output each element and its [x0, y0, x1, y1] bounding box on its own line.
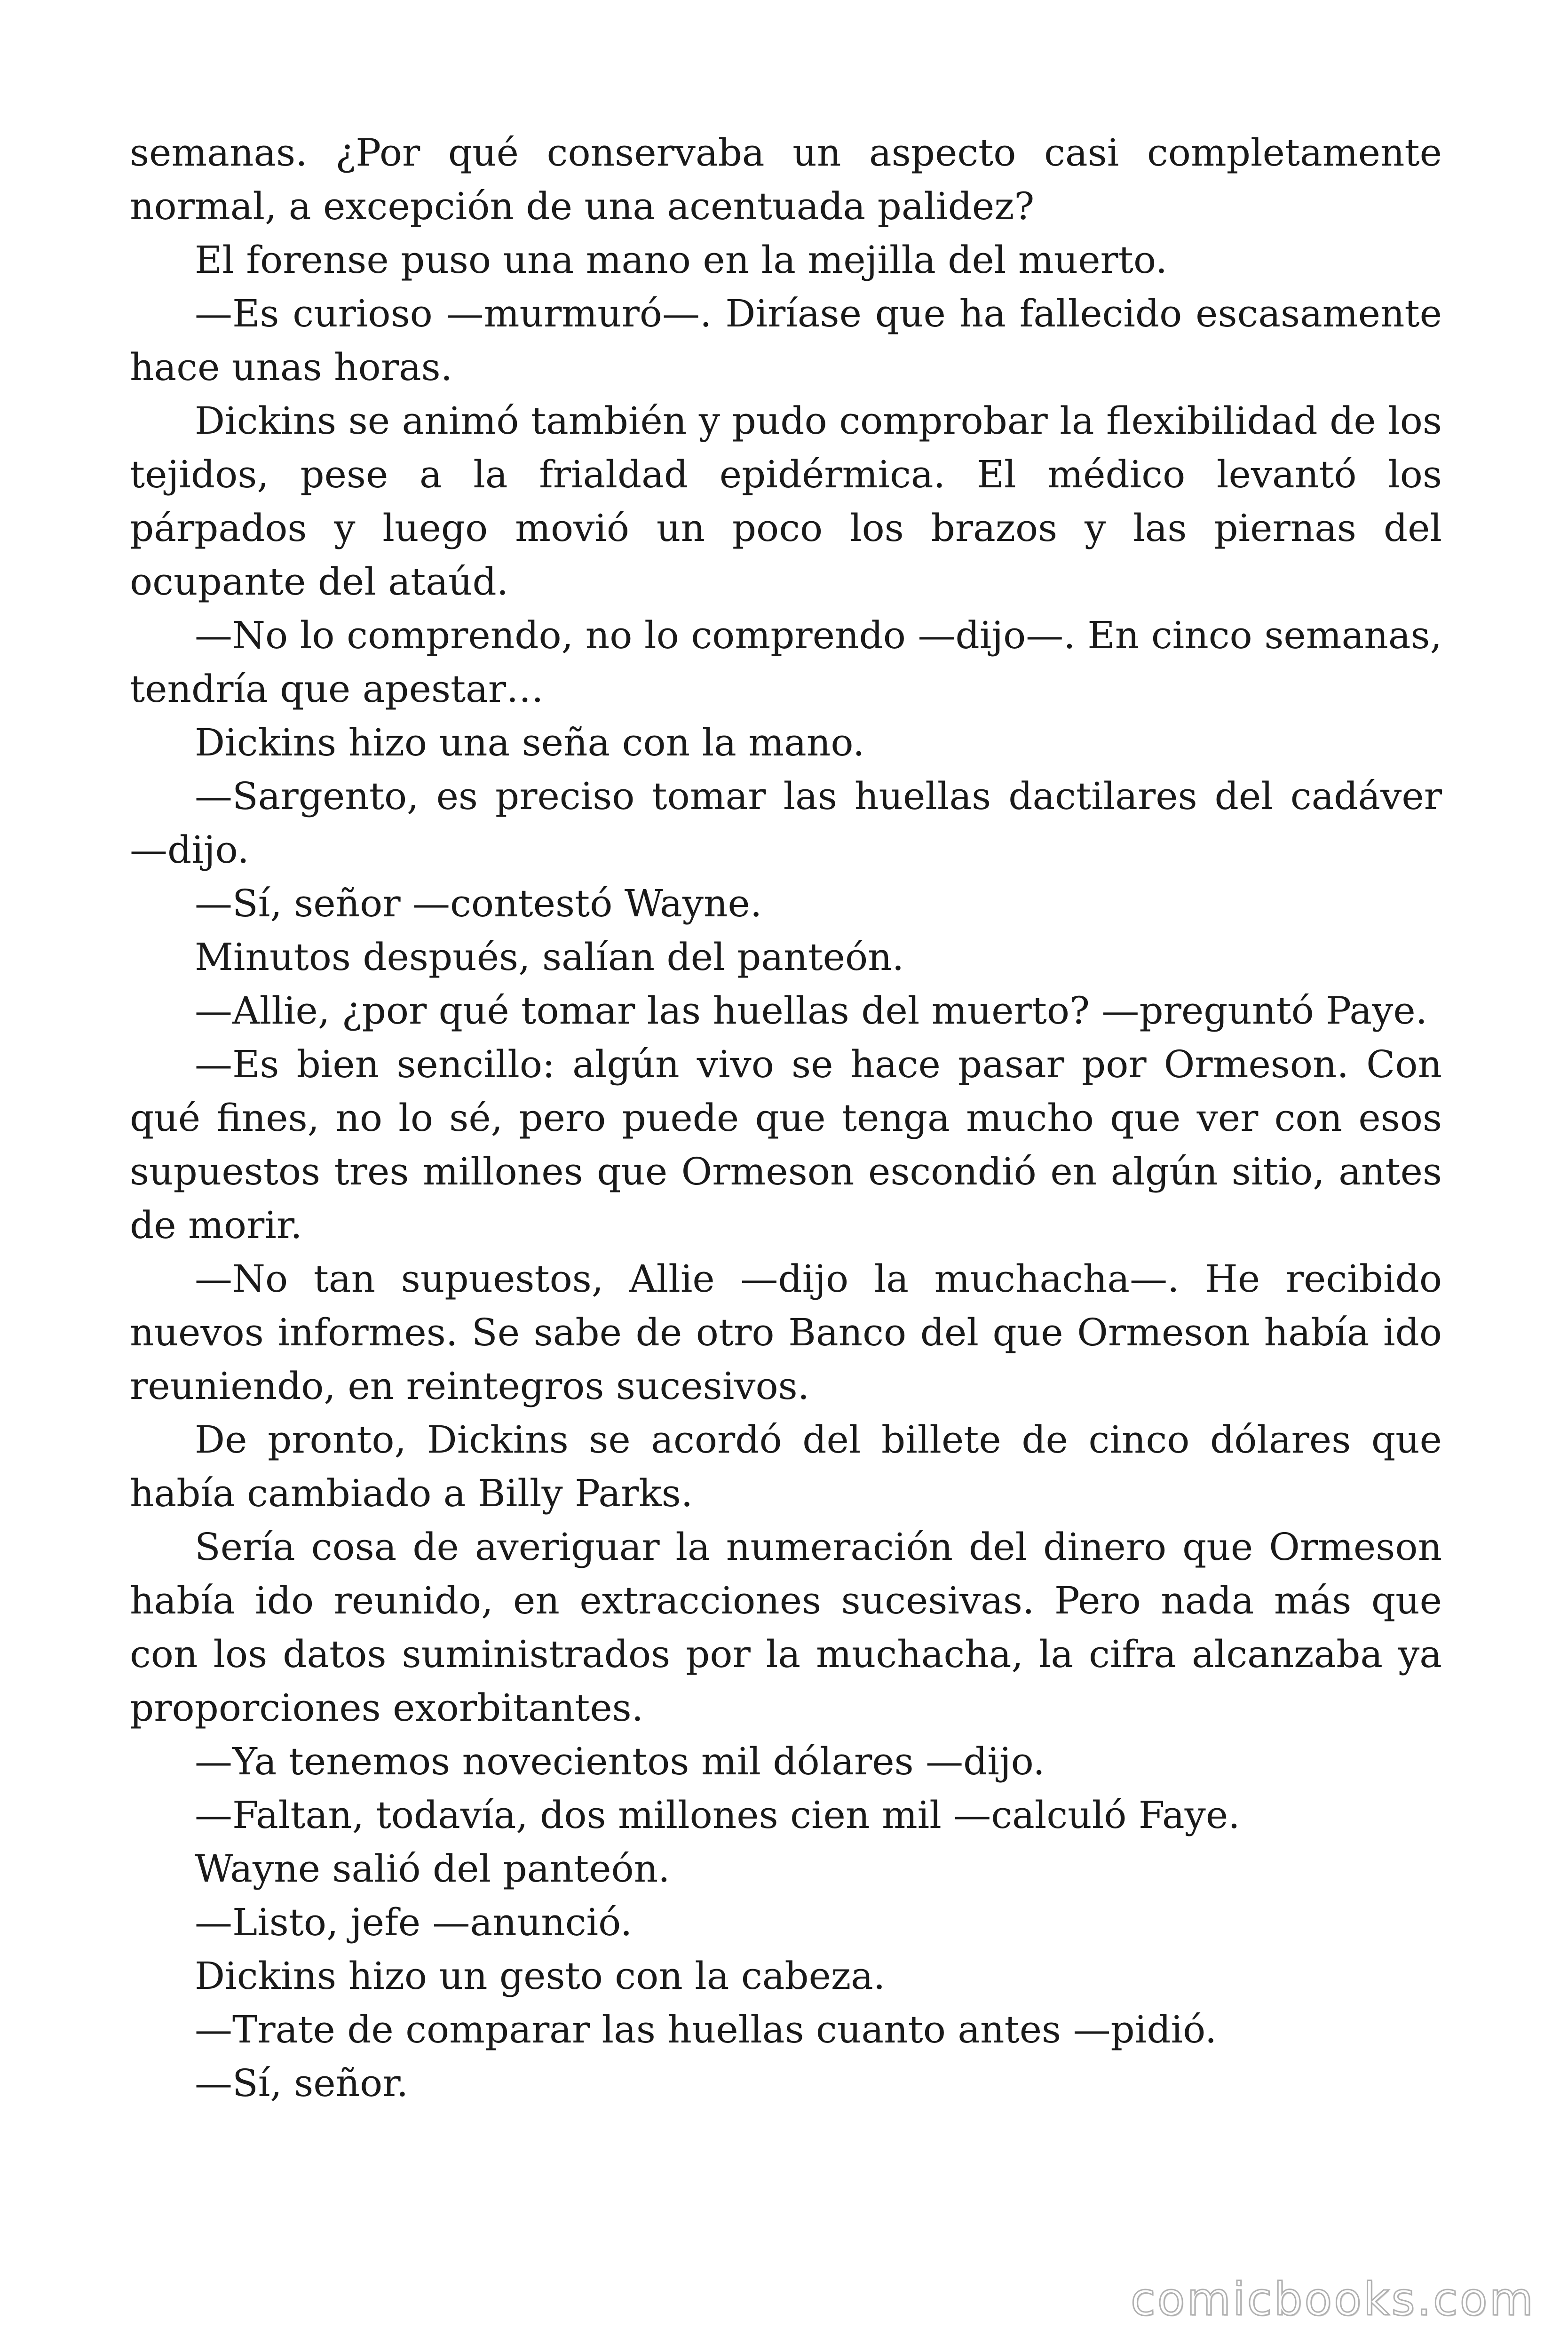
paragraph-11: —Es bien sencillo: algún vivo se hace pasar por Ormeson. Con qué fines, no lo sé, pero puede que tenga mucho que ver con esos supuestos tres millones que Ormeson escondió en algún sitio, antes de morir. [130, 1042, 1442, 1247]
page-text [130, 126, 1442, 2110]
paragraph-18: —Listo, jefe —anunció. [195, 1900, 633, 1944]
paragraph-2: El forense puso una mano en la mejilla del muerto. [195, 238, 1168, 282]
paragraph-19: Dickins hizo un gesto con la cabeza. [195, 1954, 886, 1998]
paragraph-12: —No tan supuestos, Allie —dijo la muchacha—. He recibido nuevos informes. Se sabe de otro Banco del que Ormeson había ido reuniendo, en reintegros sucesivos. [130, 1257, 1442, 1408]
paragraph-20: —Trate de comparar las huellas cuanto antes —pidió. [195, 2008, 1217, 2051]
paragraph-6: Dickins hizo una seña con la mano. [195, 721, 865, 764]
paragraph-5: —No lo comprendo, no lo comprendo —dijo—. En cinco semanas, tendría que apestar… [130, 613, 1442, 711]
paragraph-7: —Sargento, es preciso tomar las huellas dactilares del cadáver —dijo. [130, 774, 1442, 872]
paragraph-14: Sería cosa de averiguar la numeración del dinero que Ormeson había ido reunido, en extracciones sucesivas. Pero nada más que con los datos suministrados por la muchacha, la cifra alcanzaba ya proporciones exorbitantes. [130, 1525, 1442, 1730]
paragraph-1: semanas. ¿Por qué conservaba un aspecto casi completamente normal, a excepción de una acentuada palidez? [130, 131, 1442, 228]
paragraph-10: —Allie, ¿por qué tomar las huellas del muerto? —preguntó Paye. [195, 989, 1428, 1033]
paragraph-4: Dickins se animó también y pudo comprobar la flexibilidad de los tejidos, pese a la frialdad epidérmica. El médico levantó los párpados y luego movió un poco los brazos y las piernas del ocupante del ataúd. [130, 399, 1442, 604]
paragraph-8: —Sí, señor —contestó Wayne. [195, 882, 762, 925]
paragraph-21: —Sí, señor. [195, 2061, 409, 2105]
paragraph-17: Wayne salió del panteón. [195, 1847, 670, 1891]
paragraph-3: —Es curioso —murmuró—. Diríase que ha fallecido escasamente hace unas horas. [130, 292, 1442, 389]
paragraph-13: De pronto, Dickins se acordó del billete de cinco dólares que había cambiado a Billy Parks. [130, 1418, 1442, 1515]
watermark: comicbooks.com [1130, 2273, 1535, 2326]
paragraph-15: —Ya tenemos novecientos mil dólares —dijo. [195, 1740, 1045, 1783]
paragraph-9: Minutos después, salían del panteón. [195, 935, 904, 979]
paragraph-16: —Faltan, todavía, dos millones cien mil —calculó Faye. [195, 1793, 1240, 1837]
